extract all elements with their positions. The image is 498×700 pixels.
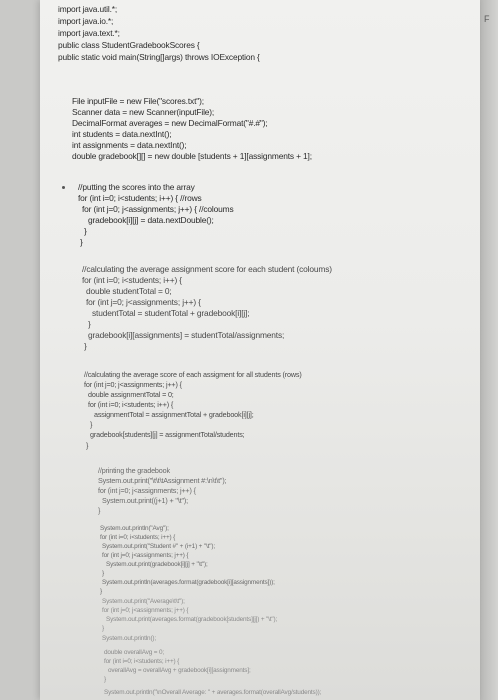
code-line: for (int i=0; i<students; i++) { bbox=[100, 534, 176, 541]
code-line: int students = data.nextInt(); bbox=[72, 129, 172, 139]
code-line: for (int j=0; j<assignments; j++) { bbox=[86, 297, 201, 307]
code-comment: //calculating the average score of each assigment for all students (rows) bbox=[84, 370, 302, 379]
code-line: for (int j=0; j<assignments; j++) { bbox=[102, 607, 189, 614]
code-line: for (int j=0; j<assignments; j++) { //coloums bbox=[82, 204, 234, 214]
code-line: overallAvg = overallAvg + gradebook[i][assignments]; bbox=[108, 667, 251, 674]
code-line: System.out.println("Avg"); bbox=[100, 525, 169, 532]
code-line: } bbox=[86, 441, 89, 450]
code-line: gradebook[students][j] = assignmentTotal/students; bbox=[90, 430, 245, 439]
code-line: System.out.print(averages.format(gradebook[students][j]) + "\t"); bbox=[106, 616, 278, 623]
code-line: } bbox=[100, 588, 102, 595]
code-line: System.out.println(averages.format(gradebook[i][assignments])); bbox=[102, 579, 275, 586]
code-line: for (int j=0; j<assignments; j++) { bbox=[98, 486, 196, 495]
code-line: System.out.print("Average\t\t"); bbox=[102, 598, 185, 605]
code-line: import java.util.*; bbox=[58, 4, 118, 14]
code-line: assignmentTotal = assignmentTotal + gradebook[i][j]; bbox=[94, 410, 254, 419]
code-line: for (int i=0; i<students; i++) { bbox=[82, 275, 182, 285]
code-line: public class StudentGradebookScores { bbox=[58, 40, 200, 50]
code-line: for (int j=0; j<assignments; j++) { bbox=[84, 380, 182, 389]
code-line: for (int i=0; i<students; i++) { bbox=[88, 400, 174, 409]
code-line: DecimalFormat averages = new DecimalFormat("#.#"); bbox=[72, 118, 268, 128]
code-line: import java.text.*; bbox=[58, 28, 120, 38]
code-line: for (int i=0; i<students; i++) { bbox=[104, 658, 180, 665]
code-line: System.out.print(gradebook[i][j] + "\t"); bbox=[106, 561, 208, 568]
code-line: gradebook[i][assignments] = studentTotal/assignments; bbox=[88, 330, 285, 340]
code-line: public static void main(String[]args) throws IOException { bbox=[58, 52, 260, 62]
code-line: } bbox=[102, 570, 104, 577]
code-line: System.out.print("Student #" + (i+1) + "\t"); bbox=[102, 543, 215, 550]
code-line: Scanner data = new Scanner(inputFile); bbox=[72, 107, 215, 117]
code-comment: //printing the gradebook bbox=[98, 466, 170, 475]
code-line: for (int i=0; i<students; i++) { //rows bbox=[78, 193, 202, 203]
printed-code-page bbox=[40, 0, 480, 700]
code-line: } bbox=[90, 420, 93, 429]
code-line: double studentTotal = 0; bbox=[86, 286, 172, 296]
right-edge-shadow bbox=[480, 0, 498, 700]
code-line: double gradebook[][] = new double [students + 1][assignments + 1]; bbox=[72, 151, 312, 161]
code-line: int assignments = data.nextInt(); bbox=[72, 140, 187, 150]
code-line: double overallAvg = 0; bbox=[104, 649, 165, 656]
code-line: File inputFile = new File("scores.txt"); bbox=[72, 96, 204, 106]
code-line: } bbox=[98, 506, 101, 515]
code-line: System.out.print((j+1) + "\t"); bbox=[102, 496, 188, 505]
code-comment: //putting the scores into the array bbox=[78, 182, 195, 192]
code-line: } bbox=[84, 341, 87, 351]
code-line: for (int j=0; j<assignments; j++) { bbox=[102, 552, 189, 559]
code-line: } bbox=[84, 226, 87, 236]
code-line: System.out.println("\nOverall Average: " + averages.format(overallAvg/students)); bbox=[104, 689, 322, 696]
code-line: } bbox=[80, 237, 83, 247]
code-line: System.out.print("\t\t\tAssignment #:\n\t\t"); bbox=[98, 476, 227, 485]
code-line: studentTotal = studentTotal + gradebook[i][j]; bbox=[92, 308, 250, 318]
code-line: import java.io.*; bbox=[58, 16, 114, 26]
code-line: } bbox=[102, 625, 104, 632]
code-line: System.out.println(); bbox=[102, 635, 157, 642]
code-line: } bbox=[104, 676, 106, 683]
code-line: double assignmentTotal = 0; bbox=[88, 390, 174, 399]
margin-mark: F bbox=[484, 14, 490, 24]
code-line: gradebook[i][j] = data.nextDouble(); bbox=[88, 215, 214, 225]
code-comment: //calculating the average assignment score for each student (coloums) bbox=[82, 264, 332, 274]
code-line: } bbox=[88, 319, 91, 329]
bullet-dot bbox=[62, 186, 65, 189]
